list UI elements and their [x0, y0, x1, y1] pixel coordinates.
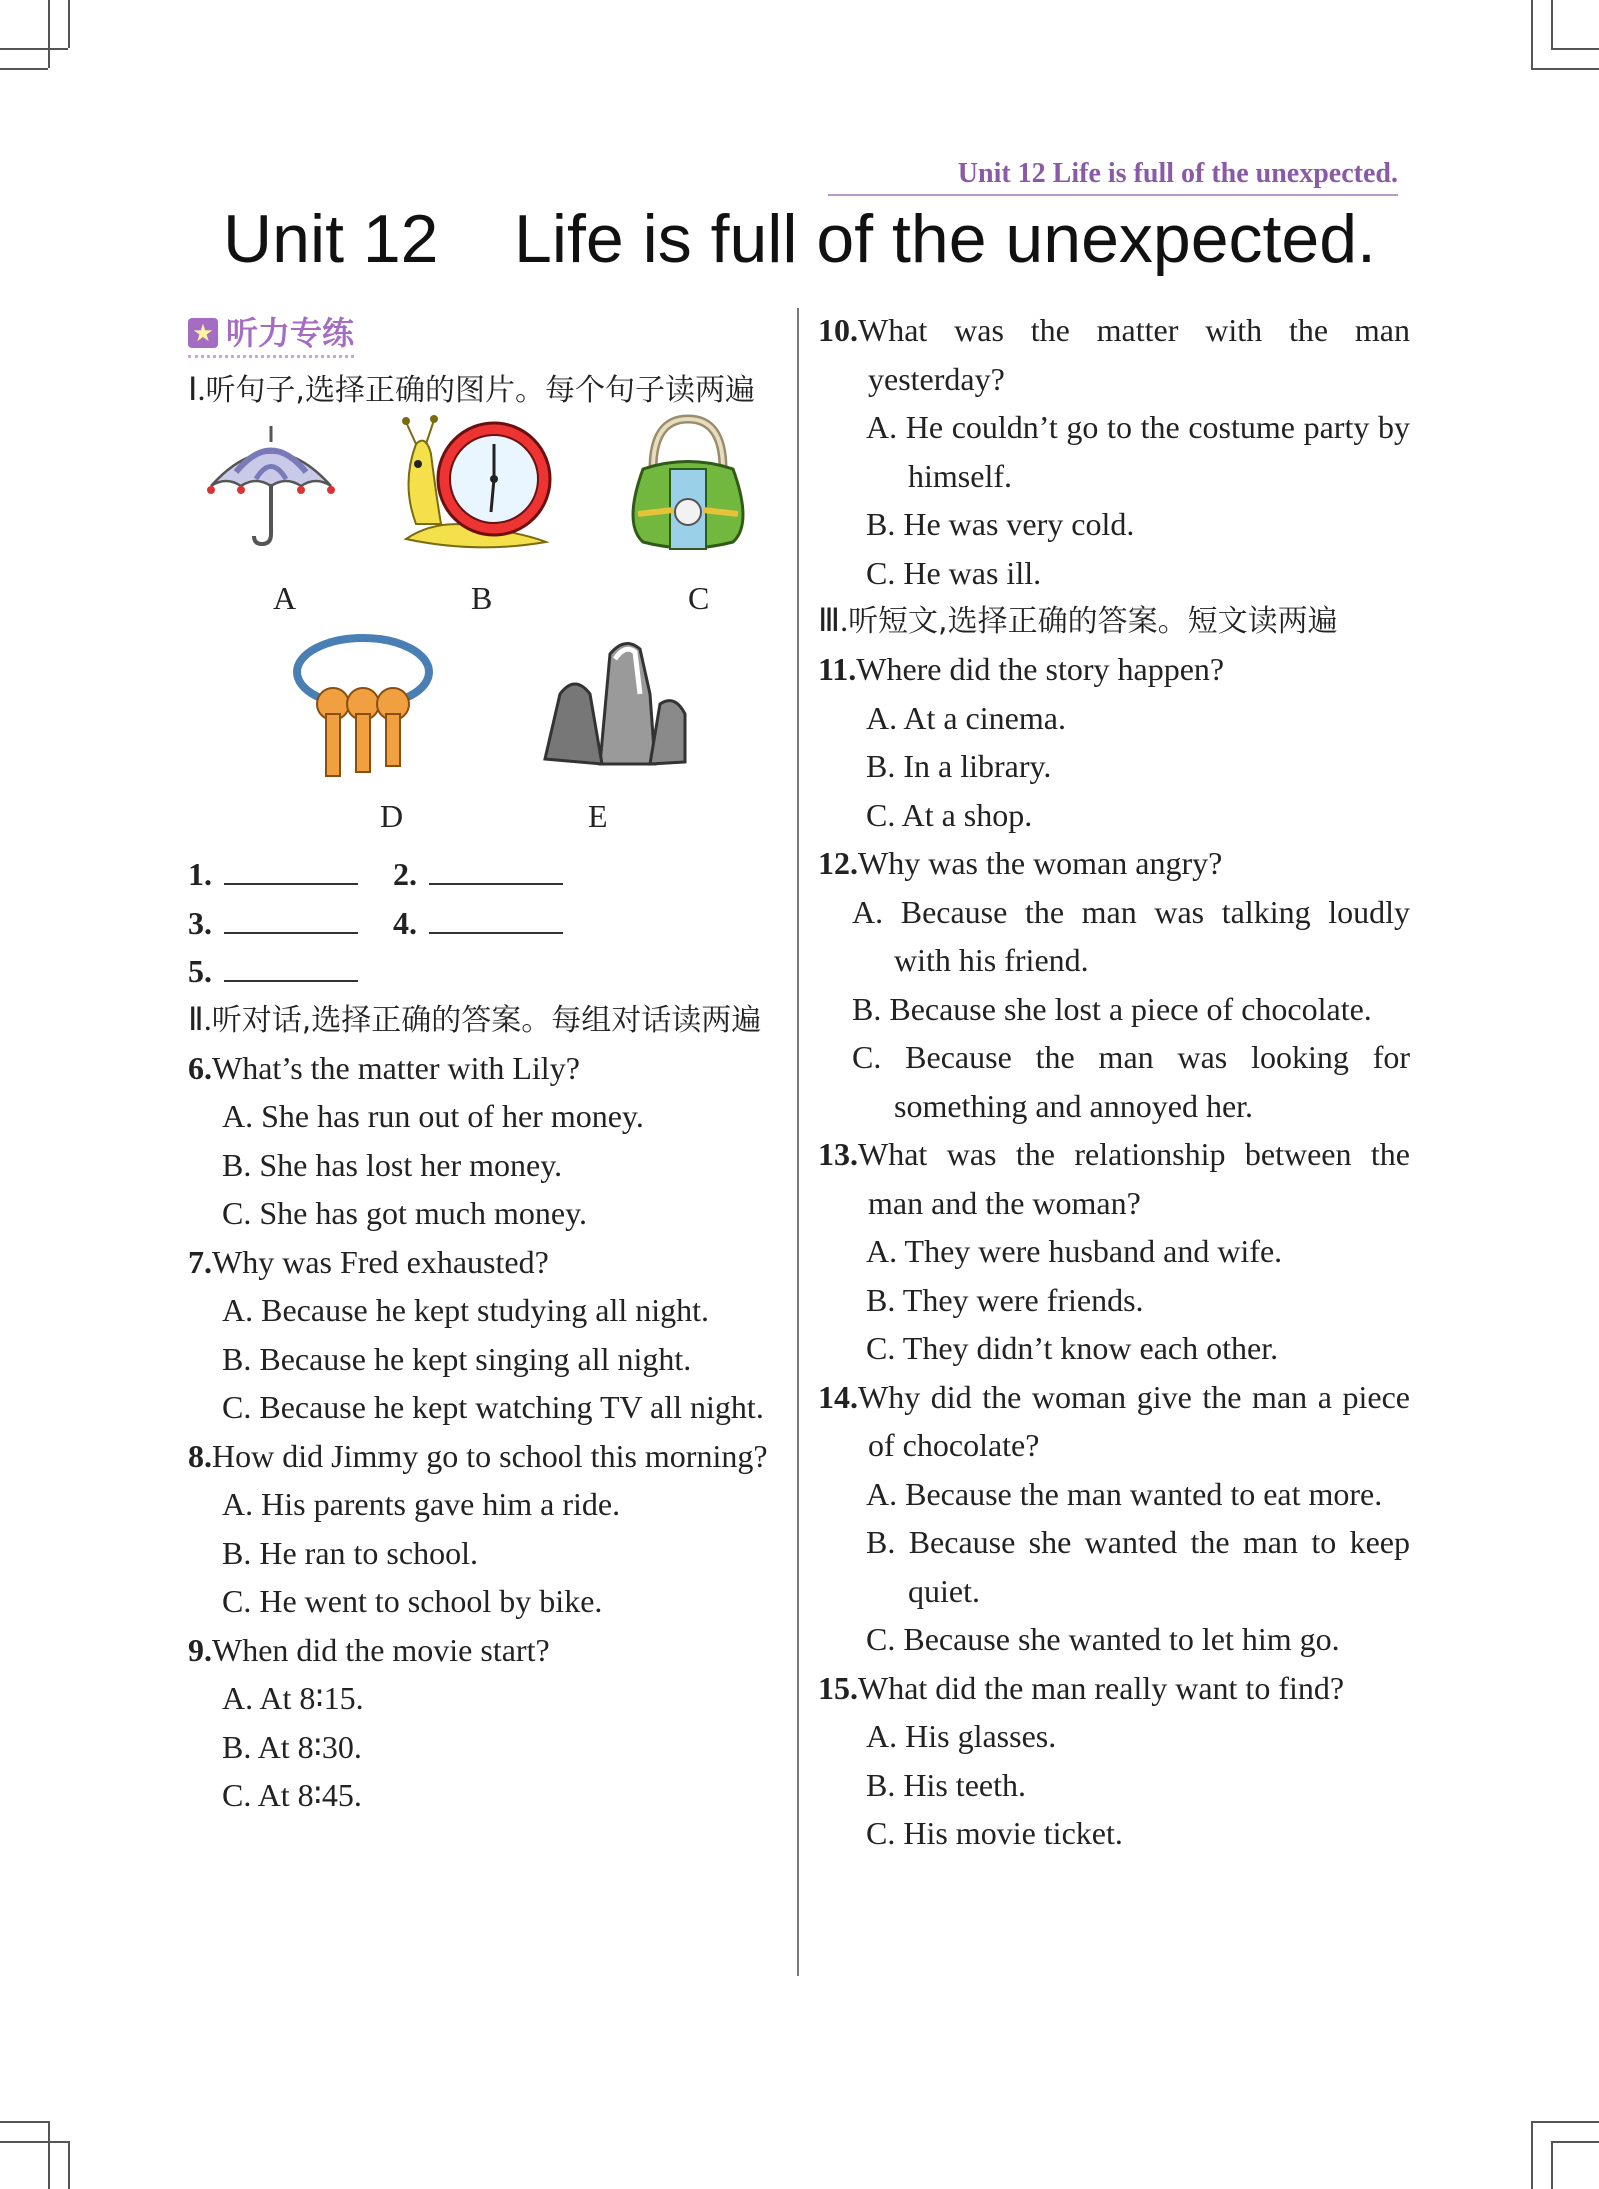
section-3-num: Ⅲ.: [818, 602, 849, 638]
unit-title: Unit 12 Life is full of the unexpected.: [223, 201, 1376, 277]
option: A. He couldn’t go to the costume party by himself.: [866, 409, 1410, 494]
question-15: [818, 1664, 1410, 1858]
handbag-icon: [618, 414, 758, 568]
rocks-icon: [540, 634, 690, 788]
question-text: What was the matter with the man yesterday?: [858, 312, 1410, 397]
option: B. At 8∶30.: [222, 1728, 362, 1765]
question-number: 6.: [188, 1049, 212, 1086]
crop-mark: [1531, 2121, 1599, 2123]
option: A. Because the man was talking loudly with his friend.: [852, 893, 1410, 978]
question-number: 12.: [818, 845, 858, 881]
crop-mark: [48, 0, 50, 68]
question-text: Why was Fred exhausted?: [212, 1243, 549, 1280]
question-text: Why did the woman give the man a piece of chocolate?: [858, 1378, 1410, 1463]
question-text: What did the man really want to find?: [858, 1669, 1345, 1706]
question-number: 8.: [188, 1437, 212, 1474]
question-text: Where did the story happen?: [856, 651, 1225, 687]
question-number: 9.: [188, 1631, 212, 1668]
section-1-text: 听句子,选择正确的图片。每个句子读两遍: [205, 373, 755, 408]
question-stem: [818, 306, 1410, 403]
option: C. Because she wanted to let him go.: [866, 1621, 1340, 1657]
question-14: [818, 1373, 1410, 1664]
question-12: [818, 839, 1410, 1130]
answer-blank[interactable]: [188, 850, 393, 899]
crop-mark: [1531, 0, 1533, 68]
blank-line: [224, 902, 358, 934]
option: B. Because she wanted the man to keep quiet.: [866, 1524, 1410, 1609]
option: A. They were husband and wife.: [866, 1233, 1283, 1269]
crop-mark: [1551, 2141, 1599, 2143]
answer-blank[interactable]: [188, 899, 393, 948]
picture-label-c: C: [688, 580, 710, 616]
option: C. At 8∶45.: [222, 1777, 362, 1813]
crop-mark: [0, 2141, 68, 2143]
question-13: [818, 1130, 1410, 1373]
question-stem: [818, 645, 1410, 694]
picture-group: [188, 414, 780, 850]
question-7: [188, 1238, 780, 1432]
question-stem: [188, 1626, 780, 1675]
option: A. At a cinema.: [866, 699, 1066, 736]
crop-mark: [0, 48, 68, 50]
option: A. His glasses.: [866, 1718, 1057, 1754]
crop-mark: [1531, 2121, 1533, 2189]
question-stem: [818, 839, 1410, 888]
snail-clock-icon: [396, 414, 556, 568]
keys-icon: [288, 632, 438, 796]
answer-blank-row: [188, 947, 780, 996]
question-number: 15.: [818, 1669, 858, 1706]
option: B. They were friends.: [866, 1281, 1144, 1318]
question-10: [818, 306, 1410, 597]
crop-mark: [1551, 0, 1553, 48]
question-6: [188, 1044, 780, 1238]
option: C. They didn’t know each other.: [866, 1330, 1279, 1366]
question-stem: [818, 1373, 1410, 1470]
running-head: Unit 12 Life is full of the unexpected.: [828, 158, 1398, 196]
question-number: 13.: [818, 1136, 858, 1172]
option: A. His parents gave him a ride.: [222, 1486, 621, 1522]
option: B. He was very cold.: [866, 506, 1135, 542]
section-tag: [188, 311, 354, 358]
option: A. She has run out of her money.: [222, 1098, 644, 1134]
option: C. He was ill.: [866, 554, 1042, 591]
question-number: 11.: [818, 651, 857, 687]
picture-label-e: E: [588, 798, 608, 834]
umbrella-icon: [206, 424, 336, 563]
crop-mark: [0, 2121, 48, 2123]
crop-mark: [48, 2121, 50, 2189]
question-stem: [818, 1664, 1410, 1713]
answer-blank[interactable]: [393, 850, 598, 899]
answer-blank-row: [188, 850, 780, 899]
section-1-num: Ⅰ.: [188, 371, 206, 407]
option: B. His teeth.: [866, 1766, 1026, 1803]
blank-number: 3.: [188, 904, 212, 941]
blank-number: 4.: [393, 904, 417, 941]
question-stem: [188, 1044, 780, 1093]
option: C. He went to school by bike.: [222, 1583, 603, 1619]
option: A. Because he kept studying all night.: [222, 1292, 710, 1328]
answer-blank-row: [188, 899, 780, 948]
option: C. At a shop.: [866, 796, 1033, 833]
question-8: [188, 1432, 780, 1626]
option: A. At 8∶15.: [222, 1680, 364, 1716]
option: C. Because he kept watching TV all night.: [222, 1389, 764, 1425]
option: A. Because the man wanted to eat more.: [866, 1475, 1383, 1512]
picture-label-a: A: [273, 580, 297, 616]
section-1-heading: [188, 366, 780, 414]
crop-mark: [1551, 48, 1599, 50]
star-icon: ★: [188, 318, 218, 348]
crop-mark: [0, 68, 48, 70]
section-3-heading: [818, 597, 1410, 645]
crop-mark: [1551, 2141, 1553, 2189]
blank-line: [429, 902, 563, 934]
blank-number: 5.: [188, 953, 212, 989]
section-3-text: 听短文,选择正确的答案。短文读两遍: [848, 604, 1338, 639]
section-2-num: Ⅱ.: [188, 1000, 212, 1037]
option: B. Because he kept singing all night.: [222, 1340, 692, 1377]
blank-line: [224, 853, 358, 885]
question-stem: [188, 1432, 780, 1481]
question-text: How did Jimmy go to school this morning?: [212, 1437, 768, 1474]
question-stem: [188, 1238, 780, 1287]
section-2-text: 听对话,选择正确的答案。每组对话读两遍: [211, 1002, 762, 1038]
question-number: 7.: [188, 1243, 212, 1280]
option: C. She has got much money.: [222, 1195, 587, 1231]
section-tag-label: 听力专练: [226, 314, 355, 352]
crop-mark: [1531, 68, 1599, 70]
column-divider: [797, 308, 799, 1976]
crop-mark: [68, 0, 70, 48]
crop-mark: [68, 2141, 70, 2189]
question-11: [818, 645, 1410, 839]
answer-blank[interactable]: [393, 899, 598, 948]
blank-line: [224, 950, 358, 982]
option: C. Because the man was looking for something and annoyed her.: [852, 1039, 1410, 1124]
option: B. In a library.: [866, 748, 1052, 784]
picture-label-d: D: [380, 798, 404, 834]
blank-number: 1.: [188, 856, 212, 892]
question-9: [188, 1626, 780, 1820]
option: B. He ran to school.: [222, 1534, 478, 1571]
question-number: 10.: [818, 312, 858, 348]
answer-blank[interactable]: [188, 947, 393, 996]
section-2-heading: [188, 996, 780, 1044]
question-text: When did the movie start?: [212, 1631, 550, 1668]
picture-label-b: B: [471, 580, 493, 616]
blank-line: [429, 853, 563, 885]
option: B. Because she lost a piece of chocolate.: [852, 990, 1372, 1027]
right-column: [818, 306, 1410, 1858]
question-text: What was the relationship between the man and the woman?: [858, 1136, 1410, 1221]
question-text: Why was the woman angry?: [858, 845, 1223, 881]
question-number: 14.: [818, 1378, 858, 1415]
question-stem: [818, 1130, 1410, 1227]
option: C. His movie ticket.: [866, 1815, 1123, 1851]
left-column: [188, 306, 780, 1820]
blank-number: 2.: [393, 856, 417, 892]
question-text: What’s the matter with Lily?: [212, 1049, 580, 1086]
option: B. She has lost her money.: [222, 1146, 563, 1183]
